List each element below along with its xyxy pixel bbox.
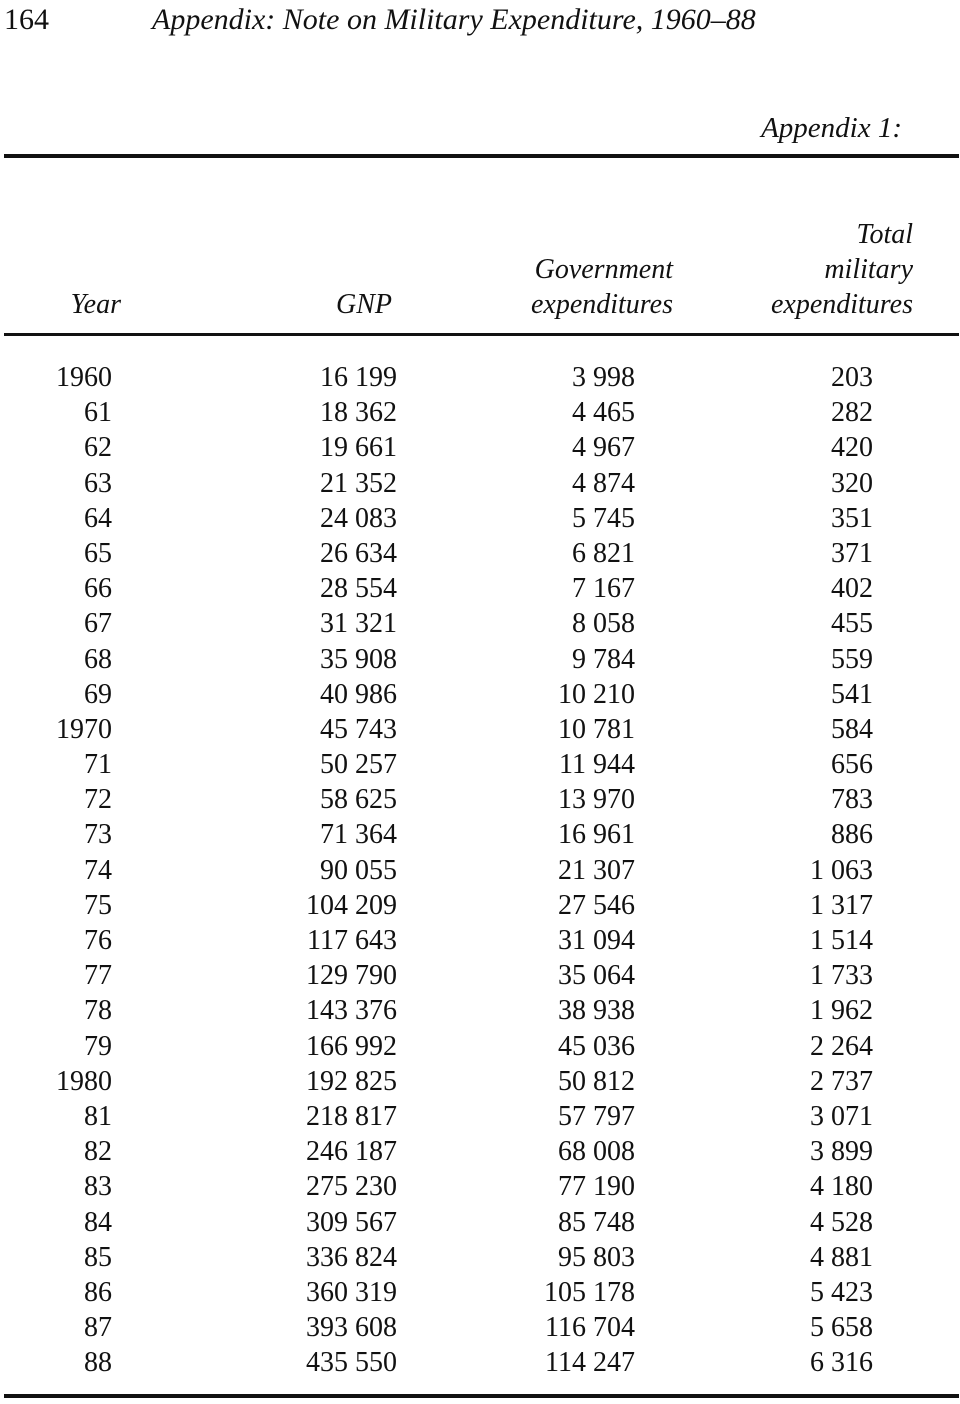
cell-year: 65 xyxy=(84,537,112,569)
table-bottom-rule xyxy=(4,1394,959,1398)
cell-government-expenditures: 27 546 xyxy=(558,889,635,921)
cell-gnp: 24 083 xyxy=(320,502,397,534)
cell-year: 66 xyxy=(84,573,112,605)
column-header-military-line-3: expenditures xyxy=(770,289,913,320)
table-row xyxy=(0,782,960,817)
cell-government-expenditures: 116 704 xyxy=(545,1312,635,1344)
table-row xyxy=(0,958,960,993)
cell-government-expenditures: 85 748 xyxy=(558,1206,635,1238)
column-header-military-expenditures xyxy=(771,217,913,322)
cell-government-expenditures: 7 167 xyxy=(572,573,635,605)
table-row xyxy=(0,1029,960,1064)
cell-government-expenditures: 68 008 xyxy=(558,1136,635,1168)
cell-year: 76 xyxy=(84,925,112,956)
cell-gnp: 393 608 xyxy=(306,1312,397,1344)
cell-gnp: 16 199 xyxy=(320,362,397,393)
table-body xyxy=(0,360,960,1380)
cell-military-expenditures: 420 xyxy=(831,432,873,464)
cell-gnp: 58 625 xyxy=(320,784,397,816)
cell-military-expenditures: 584 xyxy=(831,713,873,745)
cell-government-expenditures: 10 210 xyxy=(558,678,635,710)
cell-year: 85 xyxy=(84,1241,112,1273)
cell-gnp: 117 643 xyxy=(307,925,397,956)
table-row xyxy=(0,677,960,712)
cell-military-expenditures: 886 xyxy=(831,819,873,851)
cell-gnp: 26 634 xyxy=(320,537,397,569)
cell-year: 78 xyxy=(84,995,112,1027)
cell-gnp: 166 992 xyxy=(306,1030,397,1062)
cell-gnp: 218 817 xyxy=(306,1100,397,1132)
cell-military-expenditures: 656 xyxy=(831,749,873,781)
cell-military-expenditures: 455 xyxy=(831,608,873,640)
cell-gnp: 336 824 xyxy=(306,1241,397,1273)
cell-gnp: 19 661 xyxy=(320,432,397,464)
cell-government-expenditures: 4 465 xyxy=(572,397,635,429)
table-row xyxy=(0,466,960,501)
table-row xyxy=(0,395,960,430)
cell-gnp: 143 376 xyxy=(306,995,397,1027)
cell-gnp: 360 319 xyxy=(306,1276,397,1308)
cell-year: 1970 xyxy=(56,713,112,745)
cell-military-expenditures: 1 063 xyxy=(810,854,873,886)
cell-government-expenditures: 45 036 xyxy=(558,1030,635,1062)
cell-government-expenditures: 31 094 xyxy=(558,925,635,956)
cell-year: 72 xyxy=(84,784,112,816)
cell-military-expenditures: 2 737 xyxy=(810,1065,873,1097)
table-row xyxy=(0,993,960,1028)
table-row xyxy=(0,1169,960,1204)
cell-year: 74 xyxy=(84,854,112,886)
cell-year: 1960 xyxy=(56,362,112,393)
cell-gnp: 21 352 xyxy=(320,467,397,499)
table-row xyxy=(0,571,960,606)
cell-gnp: 435 550 xyxy=(306,1347,397,1379)
table-row xyxy=(0,888,960,923)
cell-government-expenditures: 9 784 xyxy=(572,643,635,675)
column-header-gnp xyxy=(336,287,392,322)
column-header-government-line-1: Government xyxy=(534,254,673,285)
cell-year: 88 xyxy=(84,1347,112,1379)
cell-military-expenditures: 4 180 xyxy=(810,1171,873,1203)
cell-government-expenditures: 38 938 xyxy=(558,995,635,1027)
cell-year: 64 xyxy=(84,502,112,534)
cell-government-expenditures: 77 190 xyxy=(558,1171,635,1203)
appendix-label: Appendix 1: xyxy=(761,112,902,144)
column-header-gnp-line: GNP xyxy=(336,289,392,320)
cell-government-expenditures: 4 967 xyxy=(572,432,635,464)
column-header-government-line-2: expenditures xyxy=(530,289,673,320)
cell-year: 75 xyxy=(84,889,112,921)
cell-government-expenditures: 21 307 xyxy=(558,854,635,886)
cell-year: 86 xyxy=(84,1276,112,1308)
table-row xyxy=(0,1275,960,1310)
cell-military-expenditures: 1 962 xyxy=(810,995,873,1027)
cell-gnp: 71 364 xyxy=(320,819,397,851)
column-header-year xyxy=(71,287,121,322)
cell-military-expenditures: 320 xyxy=(831,467,873,499)
cell-gnp: 104 209 xyxy=(306,889,397,921)
cell-year: 82 xyxy=(84,1136,112,1168)
cell-government-expenditures: 4 874 xyxy=(572,467,635,499)
cell-military-expenditures: 351 xyxy=(831,502,873,534)
cell-military-expenditures: 4 528 xyxy=(810,1206,873,1238)
cell-gnp: 28 554 xyxy=(320,573,397,605)
cell-government-expenditures: 5 745 xyxy=(572,502,635,534)
running-head: Appendix: Note on Military Expenditure, 1960–88 xyxy=(152,3,756,36)
table-row xyxy=(0,1099,960,1134)
cell-government-expenditures: 8 058 xyxy=(572,608,635,640)
table-row xyxy=(0,536,960,571)
table-row xyxy=(0,817,960,852)
cell-year: 62 xyxy=(84,432,112,464)
column-header-military-line-1: Total xyxy=(856,219,913,250)
table-row xyxy=(0,853,960,888)
cell-gnp: 129 790 xyxy=(306,960,397,992)
table-row xyxy=(0,1205,960,1240)
table-row xyxy=(0,501,960,536)
table-row xyxy=(0,360,960,395)
cell-year: 67 xyxy=(84,608,112,640)
page-number: 164 xyxy=(4,3,49,36)
table-row xyxy=(0,923,960,958)
column-header-military-line-2: military xyxy=(824,254,913,285)
cell-year: 68 xyxy=(84,643,112,675)
table-row xyxy=(0,606,960,641)
cell-government-expenditures: 3 998 xyxy=(572,362,635,393)
cell-government-expenditures: 114 247 xyxy=(545,1347,635,1379)
table-row xyxy=(0,712,960,747)
table-row xyxy=(0,747,960,782)
cell-military-expenditures: 1 514 xyxy=(810,925,873,956)
cell-gnp: 309 567 xyxy=(306,1206,397,1238)
cell-year: 79 xyxy=(84,1030,112,1062)
table-row xyxy=(0,1134,960,1169)
cell-government-expenditures: 95 803 xyxy=(558,1241,635,1273)
cell-government-expenditures: 57 797 xyxy=(558,1100,635,1132)
cell-military-expenditures: 371 xyxy=(831,537,873,569)
table-row xyxy=(0,1064,960,1099)
cell-military-expenditures: 5 658 xyxy=(810,1312,873,1344)
cell-military-expenditures: 783 xyxy=(831,784,873,816)
cell-military-expenditures: 2 264 xyxy=(810,1030,873,1062)
table-row xyxy=(0,430,960,465)
cell-year: 77 xyxy=(84,960,112,992)
cell-year: 69 xyxy=(84,678,112,710)
cell-military-expenditures: 5 423 xyxy=(810,1276,873,1308)
cell-military-expenditures: 559 xyxy=(831,643,873,675)
table-row xyxy=(0,1310,960,1345)
cell-year: 73 xyxy=(84,819,112,851)
cell-gnp: 31 321 xyxy=(320,608,397,640)
cell-military-expenditures: 4 881 xyxy=(810,1241,873,1273)
cell-gnp: 90 055 xyxy=(320,854,397,886)
cell-government-expenditures: 105 178 xyxy=(544,1276,635,1308)
cell-government-expenditures: 10 781 xyxy=(558,713,635,745)
cell-military-expenditures: 6 316 xyxy=(810,1347,873,1379)
header-rule xyxy=(4,333,959,336)
cell-gnp: 275 230 xyxy=(306,1171,397,1203)
cell-gnp: 35 908 xyxy=(320,643,397,675)
cell-gnp: 40 986 xyxy=(320,678,397,710)
table-row xyxy=(0,1240,960,1275)
cell-government-expenditures: 35 064 xyxy=(558,960,635,992)
cell-military-expenditures: 1 733 xyxy=(810,960,873,992)
cell-gnp: 246 187 xyxy=(306,1136,397,1168)
cell-government-expenditures: 16 961 xyxy=(558,819,635,851)
cell-military-expenditures: 541 xyxy=(831,678,873,710)
cell-government-expenditures: 13 970 xyxy=(558,784,635,816)
cell-military-expenditures: 3 899 xyxy=(810,1136,873,1168)
cell-gnp: 18 362 xyxy=(320,397,397,429)
cell-government-expenditures: 6 821 xyxy=(572,537,635,569)
cell-year: 71 xyxy=(84,749,112,781)
cell-military-expenditures: 282 xyxy=(831,397,873,429)
cell-year: 83 xyxy=(84,1171,112,1203)
table-top-rule xyxy=(4,154,959,158)
cell-military-expenditures: 203 xyxy=(831,362,873,393)
cell-military-expenditures: 1 317 xyxy=(810,889,873,921)
cell-year: 81 xyxy=(84,1100,112,1132)
cell-year: 87 xyxy=(84,1312,112,1344)
column-header-government-expenditures xyxy=(531,252,673,322)
cell-gnp: 192 825 xyxy=(306,1065,397,1097)
cell-year: 63 xyxy=(84,467,112,499)
cell-gnp: 50 257 xyxy=(320,749,397,781)
cell-military-expenditures: 402 xyxy=(831,573,873,605)
cell-year: 61 xyxy=(84,397,112,429)
table-row xyxy=(0,1345,960,1380)
table-row xyxy=(0,642,960,677)
cell-year: 84 xyxy=(84,1206,112,1238)
cell-government-expenditures: 50 812 xyxy=(558,1065,635,1097)
cell-government-expenditures: 11 944 xyxy=(559,749,635,781)
cell-military-expenditures: 3 071 xyxy=(810,1100,873,1132)
column-header-year-line: Year xyxy=(70,289,121,320)
cell-year: 1980 xyxy=(56,1065,112,1097)
cell-gnp: 45 743 xyxy=(320,713,397,745)
